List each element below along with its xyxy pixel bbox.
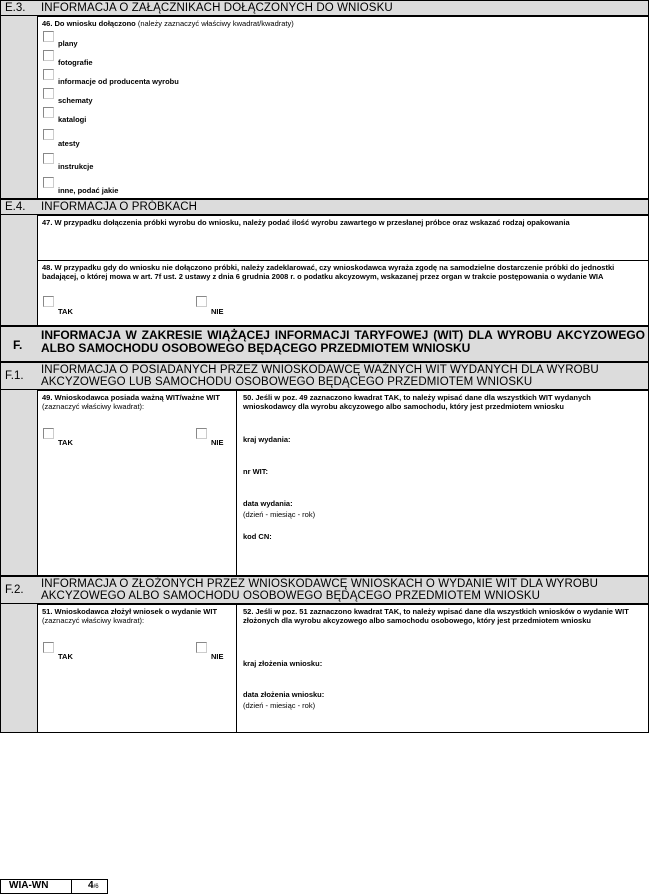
field-51-label [42,607,232,625]
field-51-title: 51. Wnioskodawca złożył wniosek o wydanie WIT [42,607,218,616]
date-format-hint: (dzień - miesiąc - rok) [243,510,316,519]
option-label: fotografie [58,58,93,67]
field-50-label: 50. Jeśli w poz. 49 zaznaczono kwadrat TAK, to należy wpisać dane dla wszystkich WIT wydanych wnioskodawcy dla wyrobu akcyzowego albo samochodu, który jest przedmiotem wniosku [243,393,591,411]
field-49-note: (zaznaczyć właściwy kwadrat): [42,402,145,411]
option-label: TAK [58,652,73,661]
section-f1-header [0,362,649,390]
checkbox-instrukcje[interactable] [43,153,54,164]
checkbox-fotografie[interactable] [43,50,54,61]
nr-wit-label: nr WIT: [243,467,268,476]
current-page: 4 [88,880,94,891]
checkbox-katalogi[interactable] [43,107,54,118]
field-47[interactable] [37,215,649,261]
section-title-line-2: AKCYZOWEGO ALBO SAMOCHODU OSOBOWEGO BĘDĄCEGO PRZEDMIOTEM WNIOSKU [41,590,541,602]
option-label: inne, podać jakie [58,186,119,195]
option-label: informacje od producenta wyrobu [58,77,179,86]
checkbox-49-nie[interactable] [196,428,207,439]
checkbox-48-tak[interactable] [43,296,54,307]
option-label: NIE [211,652,224,661]
date-format-hint: (dzień - miesiąc - rok) [243,701,316,710]
total-pages: /6 [93,884,99,890]
checkbox-plany[interactable] [43,31,54,42]
checkbox-informacje-producenta[interactable] [43,69,54,80]
section-f-header [0,326,649,362]
option-label: schematy [58,96,93,105]
option-label: NIE [211,307,224,316]
kraj-zlozenia-label: kraj złożenia wniosku: [243,659,323,668]
section-title: INFORMACJA O PRÓBKACH [41,201,198,213]
field-48 [37,260,649,326]
form-code-box [0,879,72,894]
field-50[interactable] [236,390,649,576]
data-wydania-label: data wydania: [243,499,293,508]
option-label: katalogi [58,115,87,124]
section-code: F.2. [5,584,24,596]
section-title-line-1: INFORMACJA O POSIADANYCH PRZEZ WNIOSKODAWCĘ WAŻNYCH WIT WYDANYCH DLA WYROBU [41,364,599,376]
option-label: TAK [58,438,73,447]
field-48-label: 48. W przypadku gdy do wniosku nie dołączono próbki, należy zadeklarować, czy wnioskodawca wyraża zgodę na samodzielne dostarczenie próbki do jednostki badającej, o której mowa w art. 7f ust. 2 ustawy z dnia 6 grudnia 2008 r. o podatku akcyzowym, wskazanej przez organ w trakcie postępowania o wydanie WIA [42,263,615,281]
field-52[interactable] [236,604,649,733]
section-title-line-2: AKCYZOWEGO LUB SAMOCHODU OSOBOWEGO BĘDĄCEGO PRZEDMIOTEM WNIOSKU [41,376,533,388]
checkbox-51-nie[interactable] [196,642,207,653]
field-51 [37,604,237,733]
checkbox-atesty[interactable] [43,129,54,140]
checkbox-inne[interactable] [43,177,54,188]
form-code: WIA-WN [9,880,49,891]
section-gutter [0,604,37,733]
section-code: F.1. [5,370,24,382]
checkbox-48-nie[interactable] [196,296,207,307]
option-label: NIE [211,438,224,447]
checkbox-49-tak[interactable] [43,428,54,439]
field-51-note: (zaznaczyć właściwy kwadrat): [42,616,145,625]
section-e4-header [0,199,649,215]
option-label: instrukcje [58,162,94,171]
kraj-wydania-label: kraj wydania: [243,435,291,444]
section-title: INFORMACJA O ZAŁĄCZNIKACH DOŁĄCZONYCH DO WNIOSKU [41,2,393,14]
section-e3-header [0,0,649,16]
field-46-note: (należy zaznaczyć właściwy kwadrat/kwadraty) [137,19,294,28]
field-47-label: 47. W przypadku dołączenia próbki wyrobu do wniosku, należy podać ilość wyrobu zawartego w przesłanej próbce oraz wskazać rodzaj opakowania [42,218,570,227]
field-52-label: 52. Jeśli w poz. 51 zaznaczono kwadrat TAK, to należy wpisać dane dla wszystkich wniosków o wydanie WIT złożonych dla wyrobu akcyzowego albo samochodu osobowego, który jest przedmiotem wniosku [243,607,629,625]
page-number [88,880,99,891]
option-label: atesty [58,139,80,148]
page-number-box [71,879,108,894]
section-code: E.3. [5,2,26,14]
section-gutter [0,215,37,326]
option-label: plany [58,39,78,48]
option-label: TAK [58,307,73,316]
checkbox-schematy[interactable] [43,88,54,99]
field-49 [37,390,237,576]
field-46-label [42,19,294,28]
field-46 [37,16,649,199]
section-code: F. [13,338,23,352]
section-gutter [0,390,37,576]
field-46-title: 46. Do wniosku dołączono [42,19,136,28]
section-f2-header [0,576,649,604]
field-49-label [42,393,232,411]
field-49-title: 49. Wnioskodawca posiada ważną WIT/ważne WIT [42,393,220,402]
data-zlozenia-label: data złożenia wniosku: [243,690,325,699]
kod-cn-label: kod CN: [243,532,272,541]
section-code: E.4. [5,201,26,213]
section-title-line-1: INFORMACJA O ZŁOŻONYCH PRZEZ WNIOSKODAWCĘ WNIOSKACH O WYDANIE WIT DLA WYROBU [41,578,599,590]
checkbox-51-tak[interactable] [43,642,54,653]
section-title: INFORMACJA W ZAKRESIE WIĄŻĄCEJ INFORMACJI TARYFOWEJ (WIT) DLA WYROBU AKCYZOWEGO ALBO SAMOCHODU OSOBOWEGO BĘDĄCEGO PRZEDMIOTEM WNIOSKU [41,328,645,355]
section-gutter [0,16,37,199]
